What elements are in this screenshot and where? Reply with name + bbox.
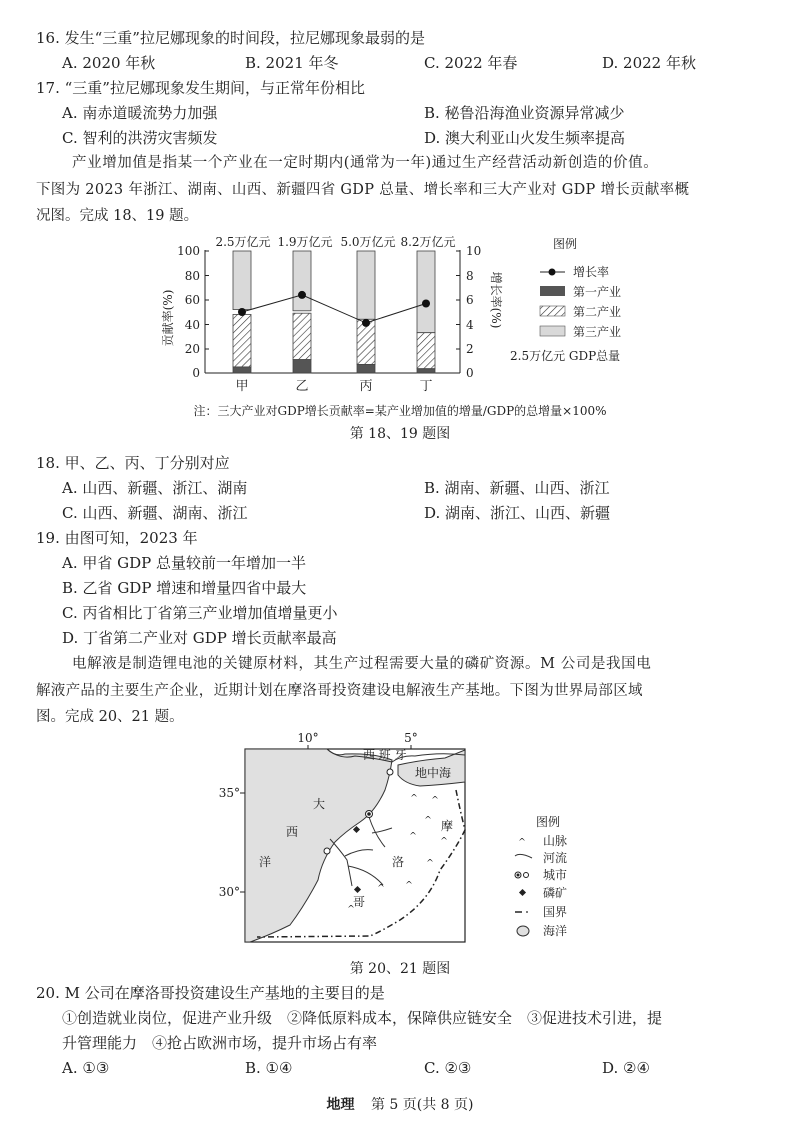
q16-option-a: A. 2020 年秋 xyxy=(62,54,156,72)
footer-page: 第 5 页(共 8 页) xyxy=(370,1097,474,1113)
lon-label-10: 10° xyxy=(297,731,319,745)
intro-18-19-line3: 况图。完成 18、19 题。 xyxy=(36,208,199,224)
category-yi: 乙 xyxy=(295,379,309,394)
q20-option-d: D. ②④ xyxy=(602,1059,650,1077)
intro-20-21-line3: 图。完成 20、21 题。 xyxy=(36,709,184,725)
right-axis-title: 增长率(%) xyxy=(489,271,503,329)
q16-option-d: D. 2022 年秋 xyxy=(602,54,696,72)
q17-stem: 17. “三重”拉尼娜现象发生期间，与正常年份相比 xyxy=(36,79,365,97)
svg-text:城市: 城市 xyxy=(543,868,568,882)
svg-text:摩: 摩 xyxy=(441,819,454,833)
svg-text:0: 0 xyxy=(192,366,200,380)
svg-text:10: 10 xyxy=(466,244,482,258)
q16-option-b: B. 2021 年冬 xyxy=(245,54,339,72)
svg-text:海洋: 海洋 xyxy=(543,924,568,938)
q20-option-c: C. ②③ xyxy=(424,1059,472,1077)
bar-bing xyxy=(357,251,375,373)
lat-label-30: 30° xyxy=(218,885,240,899)
svg-text:^: ^ xyxy=(347,905,355,915)
svg-text:80: 80 xyxy=(184,269,200,283)
map-caption: 第 20、21 题图 xyxy=(349,961,451,977)
bar-ding xyxy=(417,251,435,373)
gdp-label-jia: 2.5万亿元 xyxy=(215,235,271,249)
svg-text:^: ^ xyxy=(426,859,434,869)
q20-stem: 20. M 公司在摩洛哥投资建设生产基地的主要目的是 xyxy=(36,984,385,1002)
gdp-label-bing: 5.0万亿元 xyxy=(340,235,396,249)
chart-caption: 第 18、19 题图 xyxy=(349,426,451,442)
category-bing: 丙 xyxy=(359,379,373,394)
svg-text:60: 60 xyxy=(184,293,200,307)
svg-text:地中海: 地中海 xyxy=(415,766,452,780)
q17-option-a: A. 南赤道暖流势力加强 xyxy=(62,104,218,122)
q16-option-c: C. 2022 年春 xyxy=(424,54,518,72)
category-ding: 丁 xyxy=(419,379,433,394)
svg-text:洋: 洋 xyxy=(259,855,272,869)
svg-text:2.5万亿元 GDP总量: 2.5万亿元 GDP总量 xyxy=(510,349,621,363)
svg-text:洛: 洛 xyxy=(392,855,405,869)
q17-option-b: B. 秘鲁沿海渔业资源异常减少 xyxy=(424,104,625,122)
category-jia: 甲 xyxy=(235,379,249,394)
lat-label-35: 35° xyxy=(218,786,240,800)
q20-statements-line2: 升管理能力 ④抢占欧洲市场，提升市场占有率 xyxy=(62,1034,378,1052)
svg-text:图例: 图例 xyxy=(535,815,561,829)
morocco-map xyxy=(200,725,640,955)
q19-option-c: C. 丙省相比丁省第三产业增加值增量更小 xyxy=(62,604,338,622)
svg-text:国界: 国界 xyxy=(543,905,568,919)
intro-18-19-line1: 产业增加值是指某一个产业在一定时期内(通常为一年)通过生产经营活动新创造的价值。 xyxy=(72,155,659,171)
chart-legend xyxy=(510,236,621,363)
svg-text:20: 20 xyxy=(184,342,200,356)
q17-option-d: D. 澳大利亚山火发生频率提高 xyxy=(424,129,626,147)
svg-text:6: 6 xyxy=(466,293,474,307)
svg-text:第一产业: 第一产业 xyxy=(573,285,622,299)
svg-text:^: ^ xyxy=(409,832,417,842)
svg-text:河流: 河流 xyxy=(543,851,568,865)
gdp-label-ding: 8.2万亿元 xyxy=(400,235,456,249)
left-axis-ticks xyxy=(177,244,209,380)
svg-text:0: 0 xyxy=(466,366,474,380)
map-legend xyxy=(515,814,567,938)
q18-option-a: A. 山西、新疆、浙江、湖南 xyxy=(62,479,248,497)
svg-text:^: ^ xyxy=(431,796,439,806)
svg-text:^: ^ xyxy=(410,794,418,804)
q17-option-c: C. 智利的洪涝灾害频发 xyxy=(62,129,218,147)
svg-text:西: 西 xyxy=(286,825,299,839)
svg-text:大: 大 xyxy=(313,797,326,811)
bar-yi xyxy=(293,251,311,373)
svg-text:4: 4 xyxy=(466,318,474,332)
svg-text:40: 40 xyxy=(184,318,200,332)
svg-text:增长率: 增长率 xyxy=(573,265,610,279)
q20-option-a: A. ①③ xyxy=(62,1059,110,1077)
svg-text:^: ^ xyxy=(424,816,432,826)
q19-option-d: D. 丁省第二产业对 GDP 增长贡献率最高 xyxy=(62,629,337,647)
svg-text:2: 2 xyxy=(466,342,474,356)
svg-text:西 班 牙: 西 班 牙 xyxy=(363,748,407,762)
svg-text:图例: 图例 xyxy=(552,237,578,251)
lon-label-5: 5° xyxy=(404,731,418,745)
q18-option-d: D. 湖南、浙江、山西、新疆 xyxy=(424,504,611,522)
q19-option-a: A. 甲省 GDP 总量较前一年增加一半 xyxy=(62,554,307,572)
q18-stem: 18. 甲、乙、丙、丁分别对应 xyxy=(36,454,230,472)
page-footer xyxy=(0,1094,800,1114)
intro-18-19-line2: 下图为 2023 年浙江、湖南、山西、新疆四省 GDP 总量、增长率和三大产业对 GDP 增长贡献率概 xyxy=(36,182,690,198)
svg-text:哥: 哥 xyxy=(353,895,366,909)
intro-20-21-line2: 解液产品的主要生产企业，近期计划在摩洛哥投资建设电解液生产基地。下图为世界局部区域 xyxy=(36,683,643,699)
svg-text:^: ^ xyxy=(377,884,385,894)
svg-text:第二产业: 第二产业 xyxy=(573,305,622,319)
q18-option-b: B. 湖南、新疆、山西、浙江 xyxy=(424,479,610,497)
q18-option-c: C. 山西、新疆、湖南、浙江 xyxy=(62,504,248,522)
svg-text:第三产业: 第三产业 xyxy=(573,325,622,339)
svg-text:^: ^ xyxy=(518,838,526,848)
growth-rate-line xyxy=(242,295,426,323)
q20-option-b: B. ①④ xyxy=(245,1059,293,1077)
intro-20-21-line1: 电解液是制造锂电池的关键原材料，其生产过程需要大量的磷矿资源。M 公司是我国电 xyxy=(72,656,652,672)
gdp-contribution-chart xyxy=(150,228,650,398)
q16-stem: 16. 发生“三重”拉尼娜现象的时间段，拉尼娜现象最弱的是 xyxy=(36,29,425,47)
left-axis-title: 贡献率(%) xyxy=(161,289,175,347)
svg-text:8: 8 xyxy=(466,269,474,283)
svg-text:^: ^ xyxy=(440,837,448,847)
q19-option-b: B. 乙省 GDP 增速和增量四省中最大 xyxy=(62,579,307,597)
q20-statements-line1: ①创造就业岗位，促进产业升级 ②降低原料成本，保障供应链安全 ③促进技术引进，提 xyxy=(62,1009,663,1027)
gdp-label-yi: 1.9万亿元 xyxy=(277,235,333,249)
footer-subject: 地理 xyxy=(326,1097,355,1113)
q19-stem: 19. 由图可知，2023 年 xyxy=(36,529,198,547)
svg-text:山脉: 山脉 xyxy=(543,834,568,848)
chart-footnote: 注：三大产业对GDP增长贡献率=某产业增加值的增量/GDP的总增量×100% xyxy=(193,404,607,418)
svg-text:磷矿: 磷矿 xyxy=(543,886,568,900)
svg-text:^: ^ xyxy=(405,881,413,891)
svg-text:100: 100 xyxy=(177,244,200,258)
